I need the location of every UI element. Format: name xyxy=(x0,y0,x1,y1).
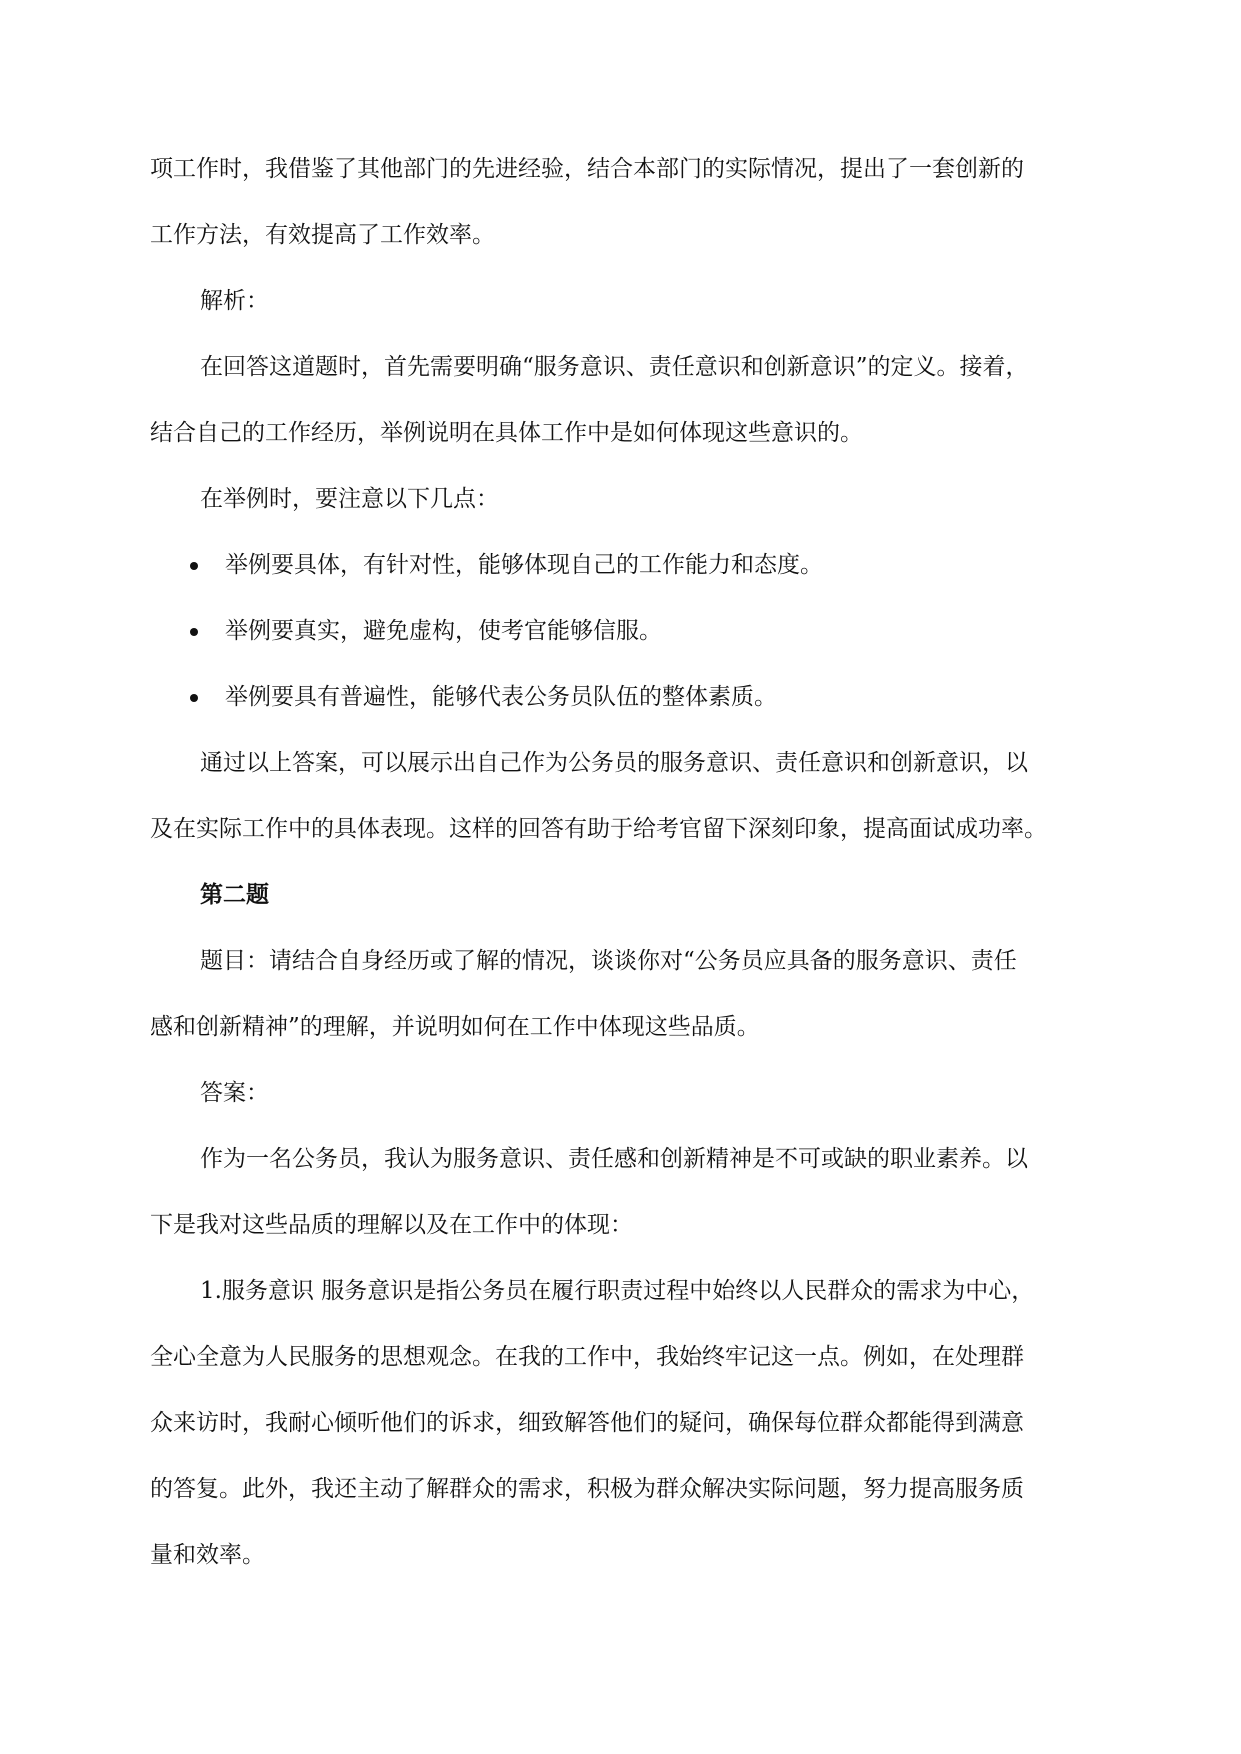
list-item-text: 举例要具体，有针对性，能够体现自己的工作能力和态度。 xyxy=(225,552,823,578)
text-line: 工作方法，有效提高了工作效率。 xyxy=(150,222,495,248)
text-line: 的答复。此外，我还主动了解群众的需求，积极为群众解决实际问题，努力提高服务质 xyxy=(150,1476,1024,1502)
section-title: 第二题 xyxy=(200,881,269,908)
list-item-text: 举例要具有普遍性，能够代表公务员队伍的整体素质。 xyxy=(225,684,777,710)
bullet-icon xyxy=(190,562,198,570)
text-line: 项工作时，我借鉴了其他部门的先进经验，结合本部门的实际情况，提出了一套创新的 xyxy=(150,156,1024,182)
answer-label: 答案： xyxy=(200,1080,269,1106)
text-line: 量和效率。 xyxy=(150,1542,265,1568)
analysis-paragraph xyxy=(150,334,1085,466)
list-item xyxy=(150,664,1085,730)
text-line: 下是我对这些品质的理解以及在工作中的体现： xyxy=(150,1212,633,1238)
answer-intro-paragraph xyxy=(150,1126,1085,1258)
paragraph-continuation xyxy=(150,136,1085,268)
text-line: 全心全意为人民服务的思想观念。在我的工作中，我始终牢记这一点。例如，在处理群 xyxy=(150,1344,1024,1370)
document-body xyxy=(150,136,1085,1588)
list-item-text: 举例要真实，避免虚构，使考官能够信服。 xyxy=(225,618,662,644)
text-line: 及在实际工作中的具体表现。这样的回答有助于给考官留下深刻印象，提高面试成功率。 xyxy=(150,816,1047,842)
analysis-label: 解析： xyxy=(200,288,269,314)
text-line: 众来访时，我耐心倾听他们的诉求，细致解答他们的疑问，确保每位群众都能得到满意 xyxy=(150,1410,1024,1436)
bullet-list xyxy=(150,532,1085,730)
list-item xyxy=(150,532,1085,598)
summary-paragraph xyxy=(150,730,1085,862)
text-line: 题目：请结合自身经历或了解的情况，谈谈你对“公务员应具备的服务意识、责任 xyxy=(200,948,1017,974)
example-intro: 在举例时，要注意以下几点： xyxy=(200,486,499,512)
service-awareness-paragraph xyxy=(150,1258,1085,1588)
text-line: 通过以上答案，可以展示出自己作为公务员的服务意识、责任意识和创新意识，以 xyxy=(200,750,1028,776)
bullet-icon xyxy=(190,628,198,636)
text-line: 在回答这道题时，首先需要明确“服务意识、责任意识和创新意识”的定义。接着， xyxy=(200,354,1029,380)
text-line: 作为一名公务员，我认为服务意识、责任感和创新精神是不可或缺的职业素养。以 xyxy=(200,1146,1028,1172)
text-line: 1.服务意识 服务意识是指公务员在履行职责过程中始终以人民群众的需求为中心， xyxy=(200,1278,1035,1304)
question-paragraph xyxy=(150,928,1085,1060)
list-item xyxy=(150,598,1085,664)
text-line: 结合自己的工作经历，举例说明在具体工作中是如何体现这些意识的。 xyxy=(150,420,863,446)
text-line: 感和创新精神”的理解，并说明如何在工作中体现这些品质。 xyxy=(150,1014,760,1040)
bullet-icon xyxy=(190,694,198,702)
